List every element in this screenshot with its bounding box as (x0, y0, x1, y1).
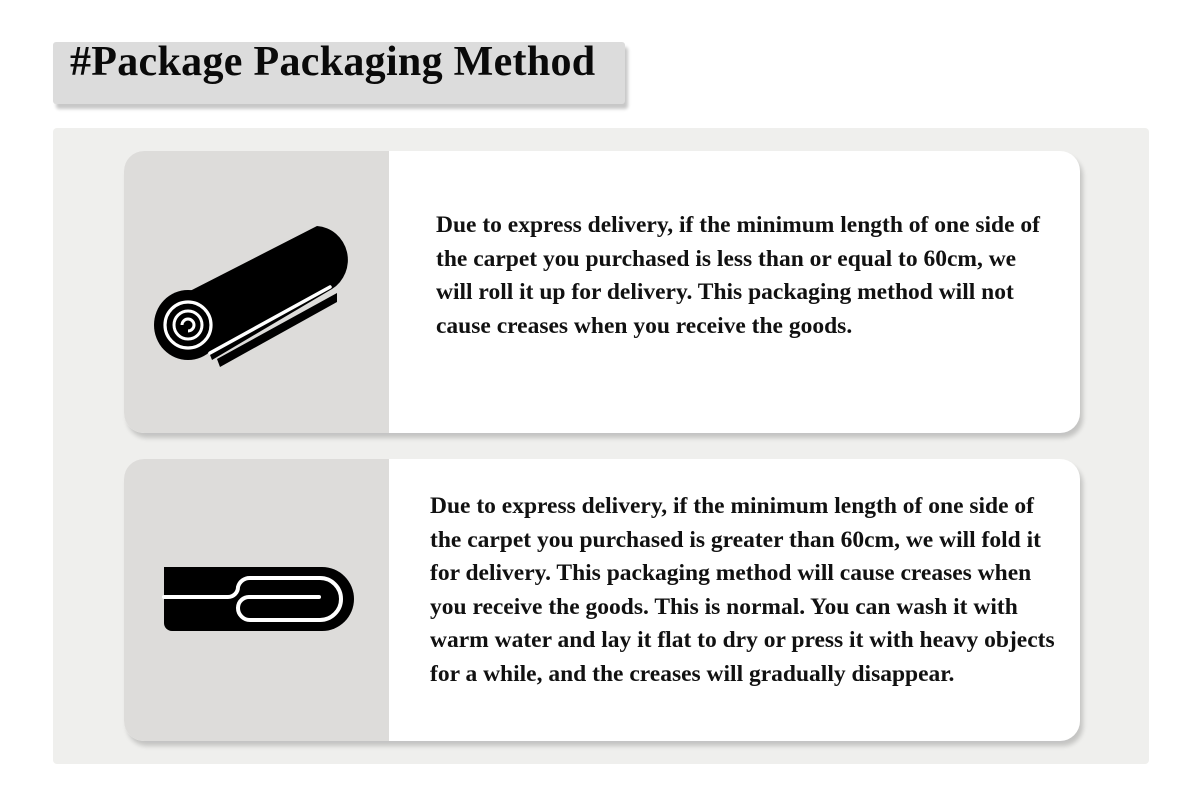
page-title: #Package Packaging Method (70, 39, 596, 85)
folded-description: Due to express delivery, if the minimum length of one side of the carpet you purchased is greater than 60cm, we will fold it for delivery. This packaging method will cause creases when you receive the goods. This is normal. You can wash it with warm water and lay it flat to dry or press it with heavy objects for a while, and the creases will gradually disappear. (430, 493, 1055, 687)
packaging-card-rolled (124, 151, 1080, 433)
folded-carpet-icon (154, 515, 364, 685)
icon-area (124, 459, 389, 741)
icon-area (124, 151, 389, 433)
rolled-carpet-icon (154, 207, 364, 377)
rolled-description: Due to express delivery, if the minimum length of one side of the carpet you purchased is less than or equal to 60cm, we will roll it up for delivery. This packaging method will not cause creases when you receive the goods. (436, 212, 1041, 339)
packaging-card-folded (124, 459, 1080, 741)
